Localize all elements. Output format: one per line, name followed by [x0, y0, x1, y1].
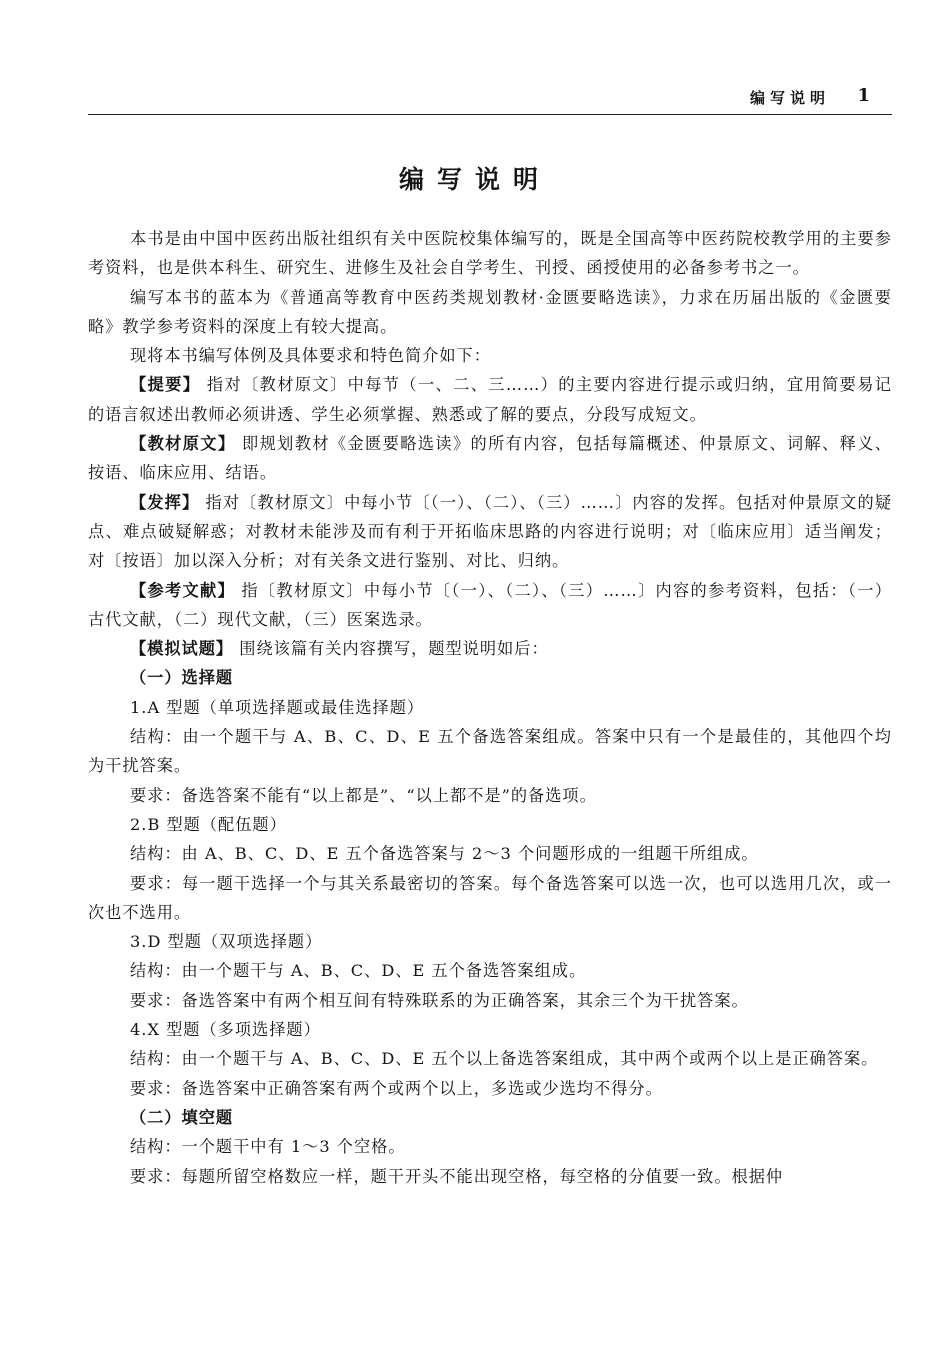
section-fahui	[88, 488, 892, 576]
fill-heading	[88, 1103, 892, 1132]
type-d-structure: 结构：由一个题干与 A、B、C、D、E 五个备选答案组成。	[130, 961, 587, 981]
intro-paragraph-2: 编写本书的蓝本为《普通高等教育中医药类规划教材·金匮要略选读》，力求在历届出版的《金匮要略》教学参考资料的深度上有较大提高。	[88, 287, 892, 336]
type-d-requirement: 要求：备选答案中有两个相互间有特殊联系的为正确答案，其余三个为干扰答案。	[130, 990, 749, 1010]
section-moni	[88, 634, 892, 663]
intro-paragraph-1: 本书是由中国中医药出版社组织有关中医院校集体编写的，既是全国高等中医药院校教学用的主要参考资料，也是供本科生、研究生、进修生及社会自学考生、刊授、函授使用的必备参考书之一。	[88, 229, 892, 278]
type-b-title: 2.B 型题（配伍题）	[130, 814, 287, 834]
section-cankao	[88, 576, 892, 635]
section-text-moni: 围绕该篇有关内容撰写，题型说明如后：	[239, 639, 549, 659]
fill-structure: 结构：一个题干中有 1～3 个空格。	[130, 1137, 406, 1157]
section-jiaocai	[88, 429, 892, 488]
type-x-structure: 结构：由一个题干与 A、B、C、D、E 五个以上备选答案组成，其中两个或两个以上是正确答案。	[130, 1049, 879, 1069]
section-text-jiaocai: 即规划教材《金匮要略选读》的所有内容，包括每篇概述、仲景原文、词解、释义、按语、临床应用、结语。	[88, 434, 892, 483]
section-text-cankao: 指〔教材原文〕中每小节〔（一）、（二）、（三）……〕内容的参考资料，包括：（一）古代文献，（二）现代文献，（三）医案选录。	[88, 580, 892, 629]
section-label-moni: 【模拟试题】	[130, 639, 234, 659]
type-d-title: 3.D 型题（双项选择题）	[130, 932, 323, 952]
type-b-structure: 结构：由 A、B、C、D、E 五个备选答案与 2～3 个问题形成的一组题干所组成。	[130, 844, 759, 864]
choice-heading-text: （一）选择题	[130, 668, 234, 688]
section-label-tiyao: 【提要】	[130, 375, 201, 395]
fill-heading-text: （二）填空题	[130, 1107, 234, 1127]
section-text-fahui: 指对〔教材原文〕中每小节〔（一）、（二）、（三）……〕内容的发挥。包括对仲景原文的疑点、难点破疑解惑；对教材未能涉及而有利于开拓临床思路的内容进行说明；对〔临床应用〕适当阐发；对〔按语〕加以深入分析；对有关条文进行鉴别、对比、归纳。	[88, 492, 893, 571]
section-tiyao	[88, 370, 892, 429]
type-x-requirement: 要求：备选答案中正确答案有两个或两个以上，多选或少选均不得分。	[130, 1078, 663, 1098]
running-title: 编写说明	[749, 89, 830, 107]
type-x-title: 4.X 型题（多项选择题）	[130, 1020, 321, 1040]
type-a-requirement: 要求：备选答案不能有“以上都是”、“以上都不是”的备选项。	[130, 785, 597, 805]
type-a-structure: 结构：由一个题干与 A、B、C、D、E 五个备选答案组成。答案中只有一个是最佳的，其他四个均为干扰答案。	[88, 727, 892, 776]
section-label-fahui: 【发挥】	[130, 492, 200, 512]
running-header	[88, 84, 892, 115]
body-text	[88, 224, 892, 1191]
section-label-cankao: 【参考文献】	[130, 580, 235, 600]
page-number: 1	[857, 85, 870, 106]
page-title: 编写说明	[398, 165, 551, 194]
intro-paragraph-3: 现将本书编写体例及具体要求和特色简介如下：	[130, 346, 491, 366]
section-label-jiaocai: 【教材原文】	[130, 434, 236, 454]
fill-requirement: 要求：每题所留空格数应一样，题干开头不能出现空格，每空格的分值要一致。根据仲	[130, 1166, 784, 1186]
type-b-requirement: 要求：每一题干选择一个与其关系最密切的答案。每个备选答案可以选一次，也可以选用几次，或一次也不选用。	[88, 873, 892, 922]
section-text-tiyao: 指对〔教材原文〕中每节（一、二、三……）的主要内容进行提示或归纳，宜用简要易记的语言叙述出教师必须讲透、学生必须掌握、熟悉或了解的要点，分段写成短文。	[88, 375, 892, 424]
type-a-title: 1.A 型题（单项选择题或最佳选择题）	[130, 697, 425, 717]
choice-heading	[88, 663, 892, 692]
